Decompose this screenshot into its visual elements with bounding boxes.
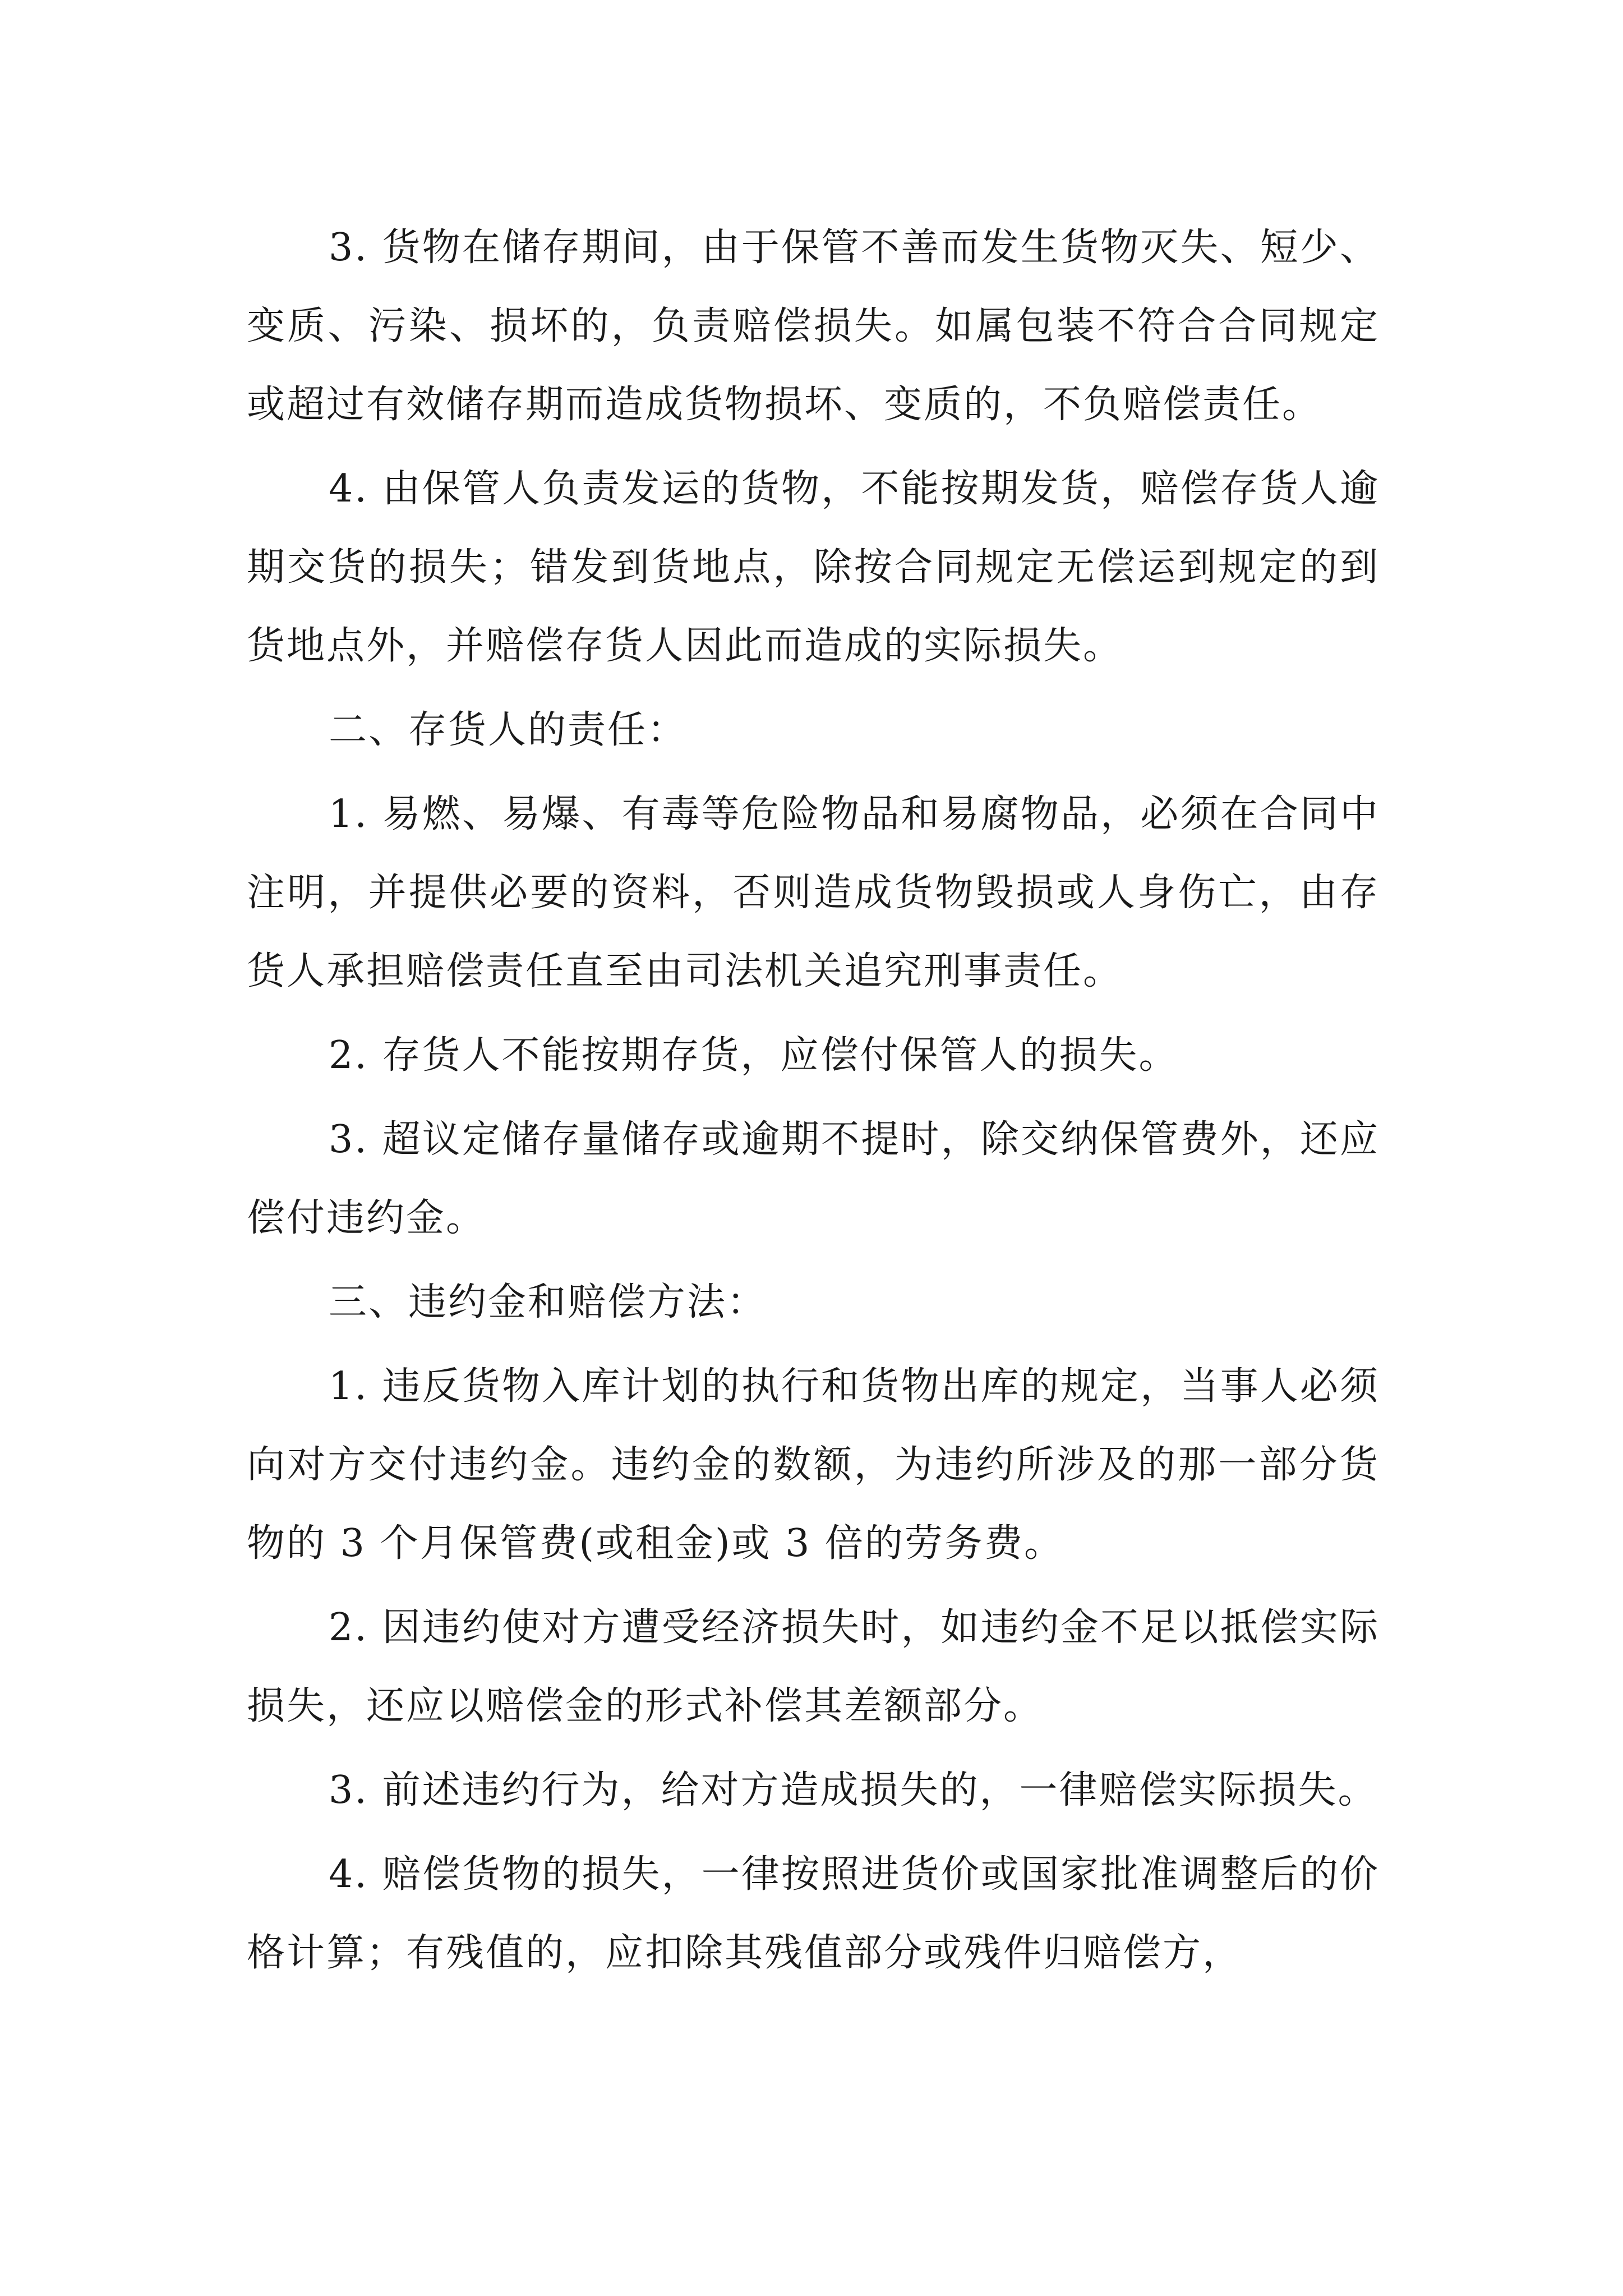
paragraph-item-4-valuation: 4. 赔偿货物的损失，一律按照进货价或国家批准调整后的价格计算；有残值的，应扣除其残值部分或残件归赔偿方， xyxy=(247,1852,1380,1975)
document-body xyxy=(247,209,1380,1998)
paragraph-item-1-hazardous-goods: 1. 易燃、易爆、有毒等危险物品和易腐物品，必须在合同中注明，并提供必要的资料，否则造成货物毁损或人身伤亡，由存货人承担赔偿责任直至由司法机关追究刑事责任。 xyxy=(247,792,1380,993)
paragraph-item-3-storage-liability: 3. 货物在储存期间，由于保管不善而发生货物灭失、短少、变质、污染、损坏的，负责赔偿损失。如属包装不符合合同规定或超过有效储存期而造成货物损坏、变质的，不负赔偿责任。 xyxy=(247,226,1380,427)
paragraph-item-3-overstorage: 3. 超议定储存量储存或逾期不提时，除交纳保管费外，还应偿付违约金。 xyxy=(247,1117,1380,1240)
section-heading-depositor-responsibility: 二、存货人的责任： xyxy=(329,708,688,752)
paragraph-item-4-shipping-liability: 4. 由保管人负责发运的货物，不能按期发货，赔偿存货人逾期交货的损失；错发到货地点，除按合同规定无偿运到规定的到货地点外，并赔偿存货人因此而造成的实际损失。 xyxy=(247,467,1380,668)
paragraph-item-1-penalty-amount: 1. 违反货物入库计划的执行和货物出库的规定，当事人必须向对方交付违约金。违约金的数额，为违约所涉及的那一部分货物的 3 个月保管费(或租金)或 3 倍的劳务费。 xyxy=(247,1364,1380,1566)
paragraph-item-2-compensation: 2. 因违约使对方遭受经济损失时，如违约金不足以抵偿实际损失，还应以赔偿金的形式补偿其差额部分。 xyxy=(247,1605,1380,1728)
paragraph-item-3-actual-loss: 3. 前述违约行为，给对方造成损失的，一律赔偿实际损失。 xyxy=(329,1768,1378,1812)
section-heading-penalty-compensation: 三、违约金和赔偿方法： xyxy=(329,1280,767,1324)
paragraph-item-2-late-deposit: 2. 存货人不能按期存货，应偿付保管人的损失。 xyxy=(329,1033,1179,1078)
